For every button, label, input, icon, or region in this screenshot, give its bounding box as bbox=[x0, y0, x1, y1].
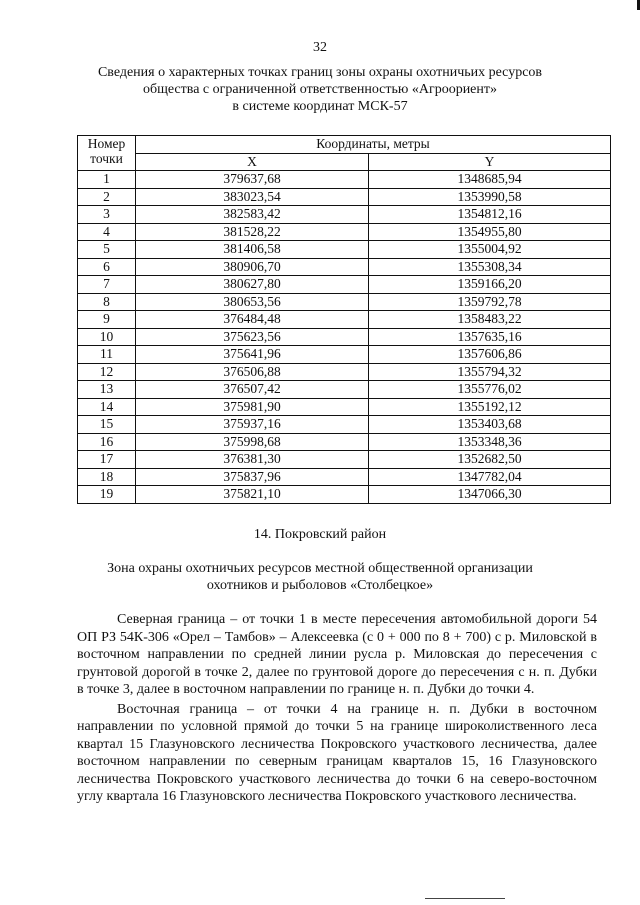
table-subheader-row bbox=[78, 153, 611, 171]
point-number: 12 bbox=[78, 363, 136, 381]
y-coordinate: 1354955,80 bbox=[369, 223, 611, 241]
y-coordinate: 1357606,86 bbox=[369, 346, 611, 364]
table-row bbox=[78, 276, 611, 294]
document-heading bbox=[60, 64, 580, 115]
x-coordinate: 380653,56 bbox=[136, 293, 369, 311]
x-coordinate: 375641,96 bbox=[136, 346, 369, 364]
point-number: 13 bbox=[78, 381, 136, 399]
x-coordinate: 376507,42 bbox=[136, 381, 369, 399]
zone-title-line-1: Зона охраны охотничьих ресурсов местной общественной организации bbox=[107, 561, 533, 576]
y-coordinate: 1355794,32 bbox=[369, 363, 611, 381]
point-number: 7 bbox=[78, 276, 136, 294]
y-coordinate: 1355776,02 bbox=[369, 381, 611, 399]
table-row bbox=[78, 311, 611, 329]
point-number-header bbox=[78, 136, 136, 171]
x-coordinate: 375981,90 bbox=[136, 398, 369, 416]
table-row bbox=[78, 381, 611, 399]
x-coordinate: 381406,58 bbox=[136, 241, 369, 259]
table-row bbox=[78, 206, 611, 224]
table-row bbox=[78, 328, 611, 346]
point-number: 17 bbox=[78, 451, 136, 469]
x-coordinate: 375821,10 bbox=[136, 486, 369, 504]
y-coordinate: 1347782,04 bbox=[369, 468, 611, 486]
point-number: 8 bbox=[78, 293, 136, 311]
heading-line-3: в системе координат МСК-57 bbox=[232, 99, 408, 114]
x-coordinate: 375937,16 bbox=[136, 416, 369, 434]
x-coordinate: 379637,68 bbox=[136, 171, 369, 189]
point-number: 10 bbox=[78, 328, 136, 346]
table-row bbox=[78, 293, 611, 311]
y-coordinate: 1353348,36 bbox=[369, 433, 611, 451]
page-number: 32 bbox=[313, 40, 327, 55]
table-row bbox=[78, 398, 611, 416]
table-row bbox=[78, 468, 611, 486]
coordinates-table bbox=[77, 135, 611, 504]
x-coordinate: 382583,42 bbox=[136, 206, 369, 224]
table-header-row bbox=[78, 136, 611, 154]
east-boundary-paragraph: Восточная граница – от точки 4 на границе н. п. Дубки в восточном направлении по условной прямой до точки 5 на границе широколиственного леса квартал 15 Глазуновского лесничества Покровского участкового лесничества, далее восточном направлении по северным границам кварталов 15, 16 Глазуновского лесничества Покровского участкового лесничества до точки 6 на северо-восточном углу квартала 16 Глазуновского лесничества Покровского участкового лесничества. bbox=[77, 701, 597, 804]
point-number: 19 bbox=[78, 486, 136, 504]
point-number: 16 bbox=[78, 433, 136, 451]
section-title: 14. Покровский район bbox=[253, 527, 387, 542]
point-number: 5 bbox=[78, 241, 136, 259]
heading-line-1: Сведения о характерных точках границ зоны охраны охотничьих ресурсов bbox=[97, 65, 543, 80]
zone-title-line-2: охотников и рыболовов «Столбецкое» bbox=[206, 578, 434, 593]
y-coordinate: 1347066,30 bbox=[369, 486, 611, 504]
point-number: 3 bbox=[78, 206, 136, 224]
x-coordinate: 375998,68 bbox=[136, 433, 369, 451]
x-coordinate: 375623,56 bbox=[136, 328, 369, 346]
table-row bbox=[78, 223, 611, 241]
y-coordinate: 1353990,58 bbox=[369, 188, 611, 206]
y-coordinate: 1357635,16 bbox=[369, 328, 611, 346]
table-row bbox=[78, 241, 611, 259]
table-row bbox=[78, 258, 611, 276]
point-number: 1 bbox=[78, 171, 136, 189]
x-coordinate: 381528,22 bbox=[136, 223, 369, 241]
table-row bbox=[78, 188, 611, 206]
point-number: 4 bbox=[78, 223, 136, 241]
footer-rule bbox=[425, 898, 505, 899]
y-coordinate: 1358483,22 bbox=[369, 311, 611, 329]
table-row bbox=[78, 346, 611, 364]
coordinates-header: Координаты, метры bbox=[136, 136, 611, 154]
x-coordinate: 380627,80 bbox=[136, 276, 369, 294]
point-number: 18 bbox=[78, 468, 136, 486]
y-coordinate: 1354812,16 bbox=[369, 206, 611, 224]
x-coordinate: 375837,96 bbox=[136, 468, 369, 486]
boundary-description bbox=[77, 611, 597, 808]
north-boundary-paragraph: Северная граница – от точки 1 в месте пересечения автомобильной дороги 54 ОП РЗ 54К-306 «Орел – Тамбов» – Алексеевка (с 0 + 000 по 8 + 700) с р. Миловской в восточном направлении по средней линии русла р. Миловская до пересечения с грунтовой дорогой в точке 2, далее по грунтовой дороге до пересечения с н. п. Дубки в точке 3, далее в восточном направлении по границе н. п. Дубки до точки 4. bbox=[77, 612, 597, 697]
point-number: 14 bbox=[78, 398, 136, 416]
y-coordinate: 1355308,34 bbox=[369, 258, 611, 276]
y-coordinate: 1359792,78 bbox=[369, 293, 611, 311]
y-header: Y bbox=[369, 153, 611, 171]
x-coordinate: 383023,54 bbox=[136, 188, 369, 206]
y-coordinate: 1355192,12 bbox=[369, 398, 611, 416]
heading-line-2: общества с ограниченной ответственностью «Агроориент» bbox=[142, 82, 498, 97]
x-coordinate: 380906,70 bbox=[136, 258, 369, 276]
table-row bbox=[78, 171, 611, 189]
point-number: 2 bbox=[78, 188, 136, 206]
y-coordinate: 1359166,20 bbox=[369, 276, 611, 294]
point-number: 11 bbox=[78, 346, 136, 364]
x-coordinate: 376506,88 bbox=[136, 363, 369, 381]
table-row bbox=[78, 433, 611, 451]
x-coordinate: 376484,48 bbox=[136, 311, 369, 329]
y-coordinate: 1348685,94 bbox=[369, 171, 611, 189]
point-number: 15 bbox=[78, 416, 136, 434]
table-row bbox=[78, 486, 611, 504]
point-number-header-line-1: Номер bbox=[87, 136, 126, 151]
x-header: X bbox=[136, 153, 369, 171]
y-coordinate: 1353403,68 bbox=[369, 416, 611, 434]
table-row bbox=[78, 363, 611, 381]
point-number-header-line-2: точки bbox=[90, 151, 123, 166]
y-coordinate: 1352682,50 bbox=[369, 451, 611, 469]
point-number: 9 bbox=[78, 311, 136, 329]
y-coordinate: 1355004,92 bbox=[369, 241, 611, 259]
table-row bbox=[78, 451, 611, 469]
zone-title bbox=[70, 560, 570, 594]
table-row bbox=[78, 416, 611, 434]
point-number: 6 bbox=[78, 258, 136, 276]
x-coordinate: 376381,30 bbox=[136, 451, 369, 469]
